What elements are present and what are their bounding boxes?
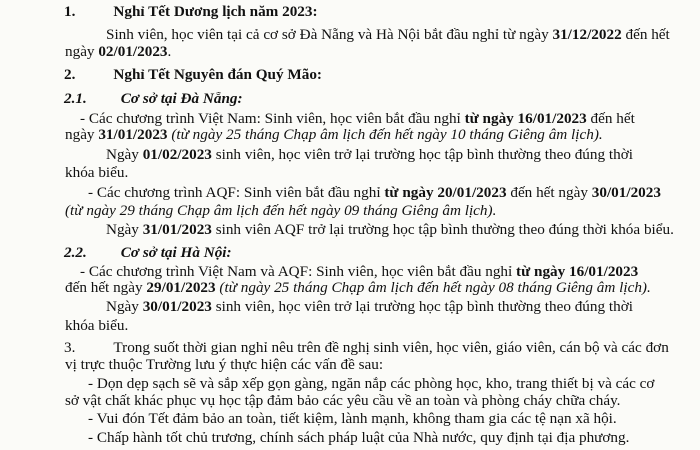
section-1-heading [64, 2, 318, 22]
section-number: 2.1. [64, 90, 87, 108]
section-title: Nghỉ Tết Nguyên đán Quý Mão: [113, 66, 322, 84]
paragraph-line: - Các chương trình Việt Nam và AQF: Sinh viên, học viên bắt đầu nghỉ từ ngày 16/01/2023 [80, 262, 639, 280]
paragraph-line: (từ ngày 29 tháng Chạp âm lịch đến hết ngày 09 tháng Giêng âm lịch). [65, 201, 497, 219]
section-title: Nghỉ Tết Dương lịch năm 2023: [113, 3, 318, 20]
paragraph-line: - Các chương trình Việt Nam: Sinh viên, học viên bắt đầu nghỉ từ ngày 16/01/2023 đến hết [80, 109, 635, 127]
paragraph-line: Ngày 01/02/2023 sinh viên, học viên trở lại trường học tập bình thường theo đúng thời [106, 145, 633, 163]
paragraph-line: vị trực thuộc Trường lưu ý thực hiện các vấn đề sau: [65, 356, 384, 374]
list-item: sở vật chất khác phục vụ học tập đảm bảo các yêu cầu về an toàn và phòng cháy chữa cháy. [65, 391, 621, 409]
paragraph-line: Sinh viên, học viên tại cả cơ sở Đà Nẵng và Hà Nội bắt đầu nghỉ từ ngày 31/12/2022 đến hết [106, 25, 670, 43]
section-title: Cơ sở tại Đà Nẵng: [120, 90, 243, 108]
paragraph-line: Ngày 30/01/2023 sinh viên, học viên trở lại trường học tập bình thường theo đúng thời [106, 298, 633, 315]
section-number: 2. [64, 66, 76, 84]
section-2-1-heading [64, 89, 243, 109]
paragraph-line: đến hết ngày 29/01/2023 (từ ngày 25 tháng Chạp âm lịch đến hết ngày 08 tháng Giêng âm lịch). [65, 278, 651, 296]
paragraph-line: ngày 31/01/2023 (từ ngày 25 tháng Chạp âm lịch đến hết ngày 10 tháng Giêng âm lịch). [65, 126, 603, 144]
list-item: - Chấp hành tốt chủ trương, chính sách pháp luật của Nhà nước, quy định tại địa phương. [88, 429, 630, 446]
section-number: 2.2. [64, 243, 87, 261]
section-number: 3. [64, 339, 76, 357]
paragraph-line: khóa biểu. [65, 164, 129, 182]
section-3-line: 3. Trong suốt thời gian nghỉ nêu trên đề nghị sinh viên, học viên, giáo viên, cán bộ và các đơn [64, 339, 669, 357]
section-2-heading [64, 65, 322, 85]
paragraph-line: ngày 02/01/2023. [65, 42, 172, 60]
section-number: 1. [64, 3, 76, 20]
section-2-2-heading [64, 243, 232, 263]
list-item: - Vui đón Tết đảm bảo an toàn, tiết kiệm, lành mạnh, không tham gia các tệ nạn xã hội. [88, 410, 617, 428]
section-title: Cơ sở tại Hà Nội: [120, 243, 232, 261]
paragraph-line: Ngày 31/01/2023 sinh viên AQF trở lại trường học tập bình thường theo đúng thời khóa biểu. [106, 221, 674, 239]
paragraph-line: - Các chương trình AQF: Sinh viên bắt đầu nghỉ từ ngày 20/01/2023 đến hết ngày 30/01/2023 [88, 183, 661, 201]
list-item: - Dọn dẹp sạch sẽ và sắp xếp gọn gàng, ngăn nắp các phòng học, kho, trang thiết bị và các cơ [88, 374, 655, 392]
paragraph-line: khóa biểu. [65, 316, 129, 334]
